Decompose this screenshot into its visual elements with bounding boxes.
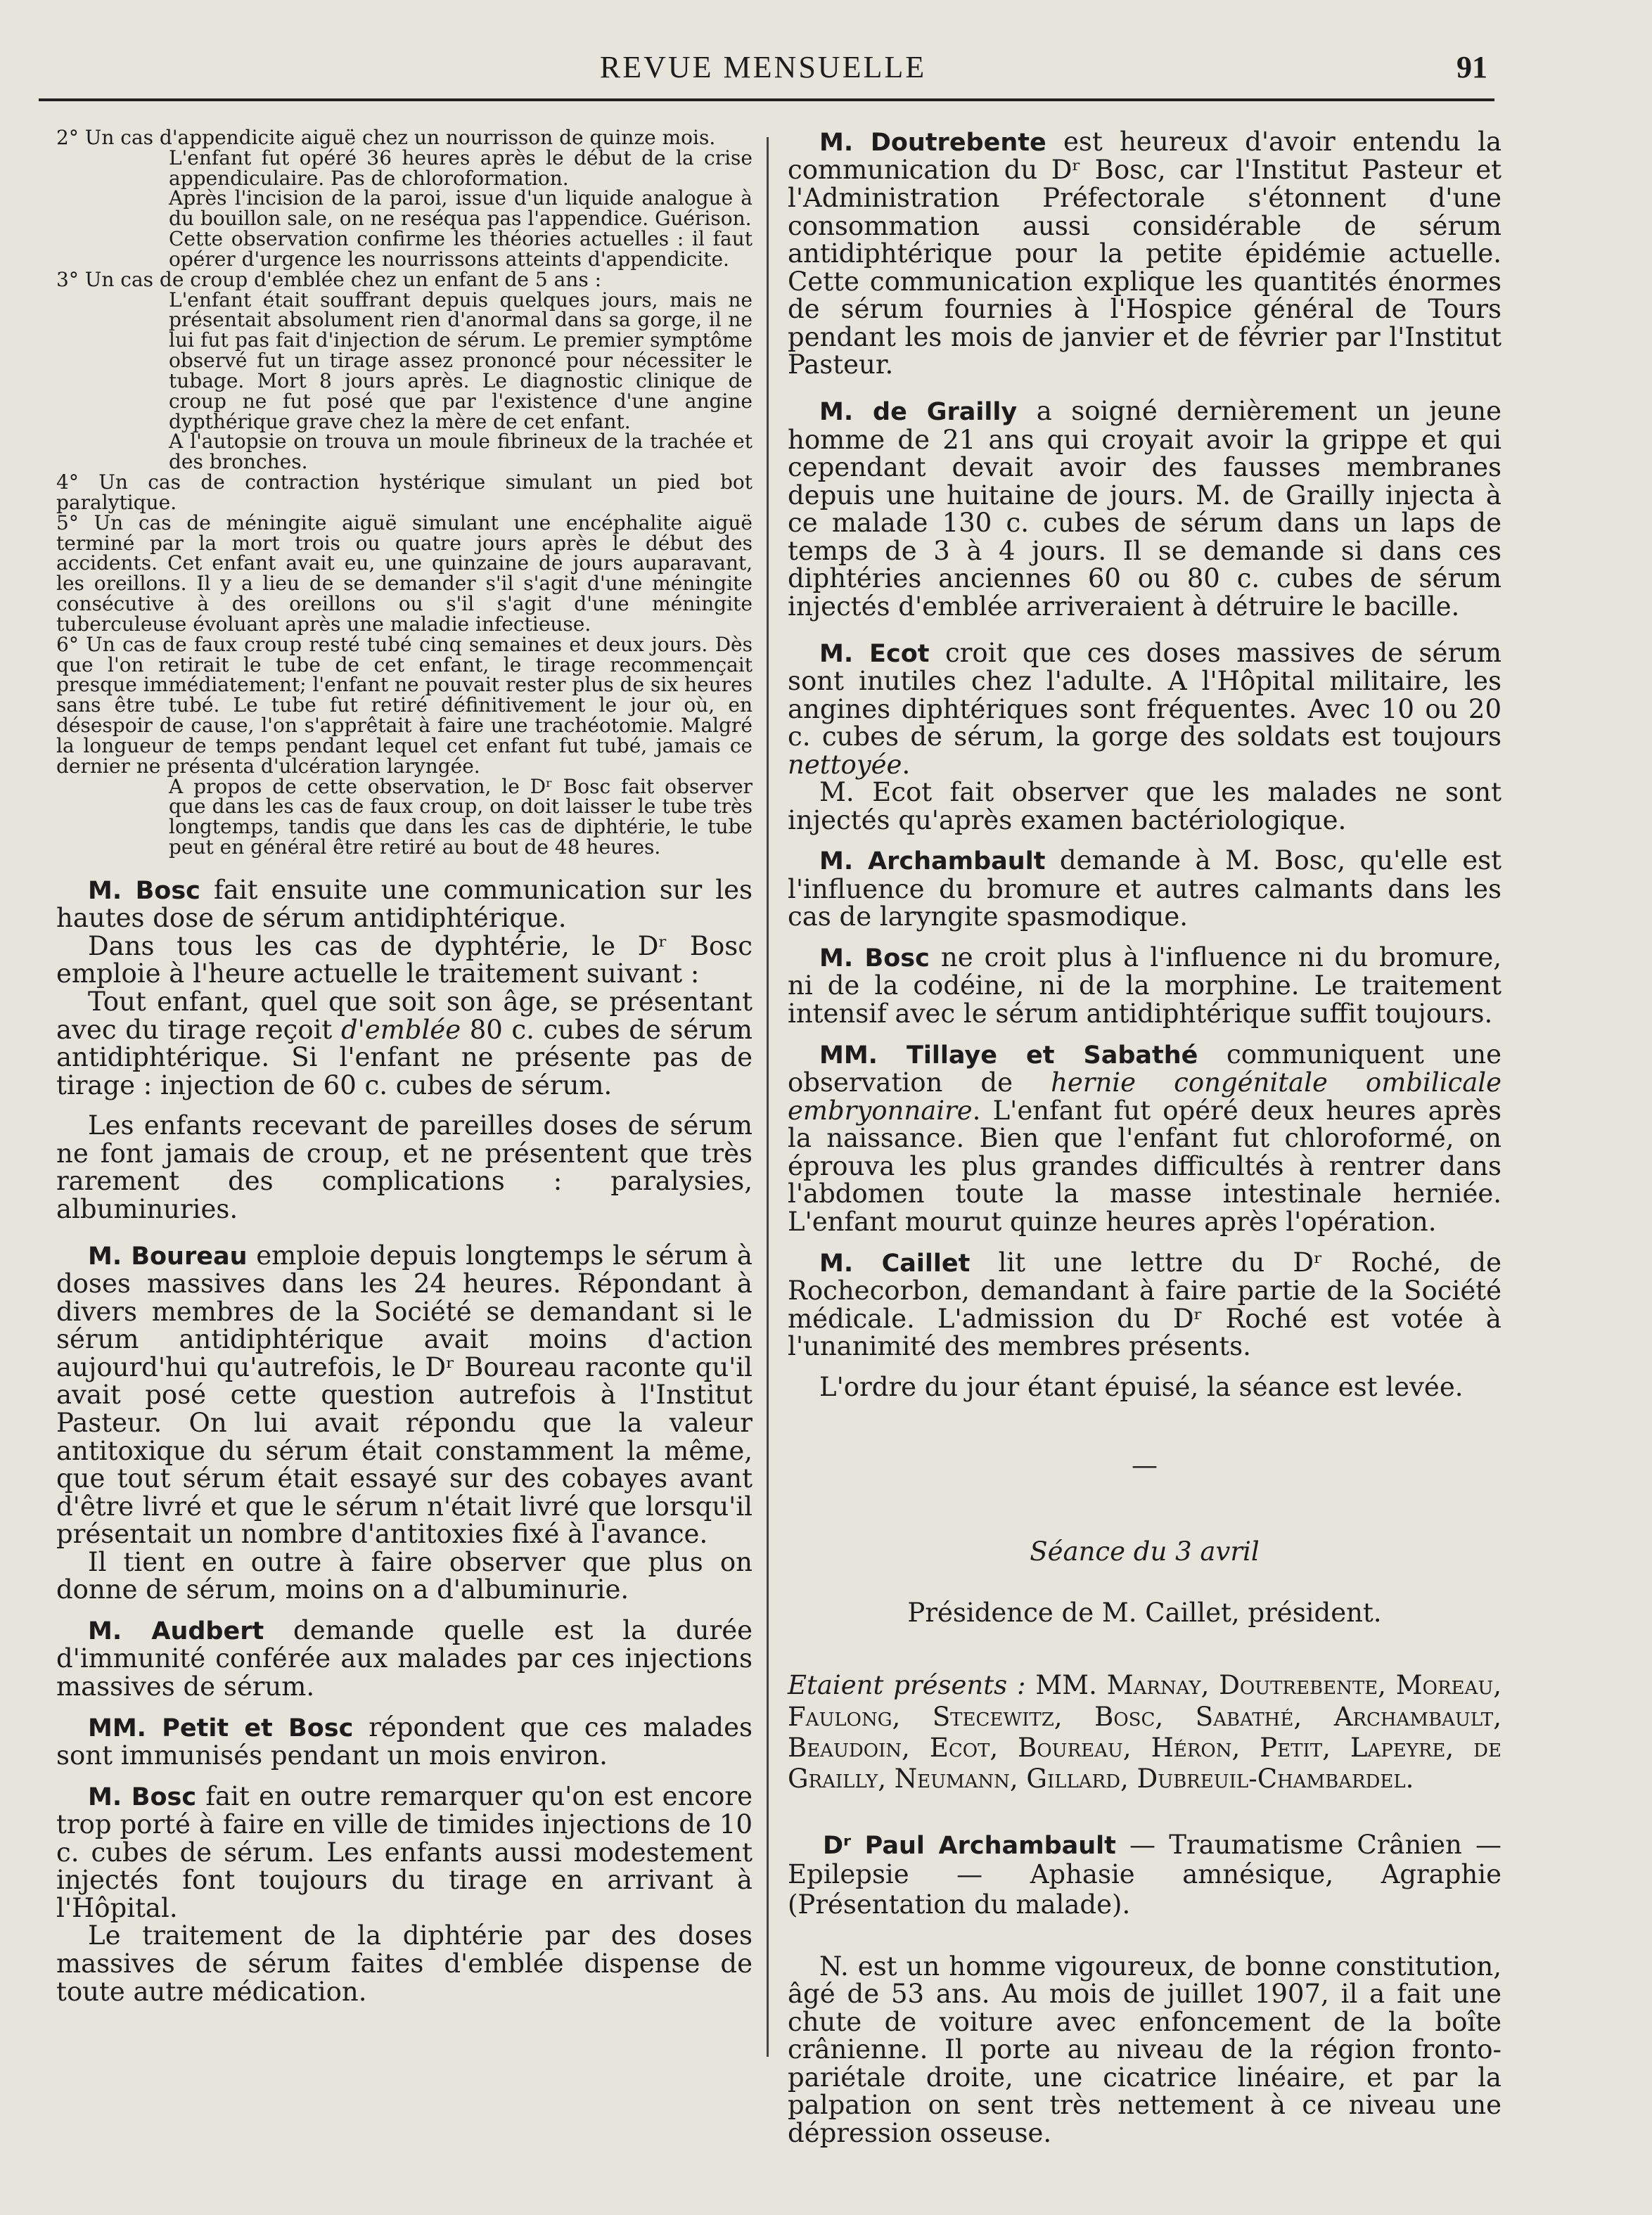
left-column [56,128,753,2005]
case-line: A propos de cette observation, le Dʳ Bosc fait observer que dans les cas de faux croup, on doit laisser le tube très longtemps, tandis que dans les cas de diphtérie, le tube peut en général être retiré au bout de 48 heures. [169,774,753,859]
attendees-names: MM. Marnay, Doutrebente, Moreau, Faulong, Stecewitz, Bosc, Sabathé, Archambault, Beaudoin, Ecot, Boureau, Héron, Petit, Lapeyre, de Grailly, Neumann, Gillard, Dubreuil-Chambardel. [788,1670,1501,1795]
speaker: M. Audbert [88,1617,264,1645]
case-title: Un cas de faux croup resté tubé cinq semaines et deux jours. Dès que l'on retirait le tube de cet enfant, le tirage recommençait presque immédiatement; l'enfant ne pouvait rester plus de six heures sans être tubé. Le tube fut retiré définitivement le jour où, en désespoir de cause, l'on s'apprêtait à faire une trachéotomie. Malgré la longueur de temps pendant lequel cet enfant fut tubé, jamais ce dernier ne présenta d'ulcération laryngée. [56,632,753,778]
case-line: L'enfant était souffrant depuis quelques jours, mais ne présentait absolument rien d'anormal dans sa gorge, il ne lui fut pas fait d'injection de sérum. Le premier symptôme observé fut un tirage assez prononcé pour nécessiter le tubage. Mort 8 jours après. Le diagnostic clinique de croup ne fut posé que par l'existence d'une angine dypthérique grave chez la mère de cet enfant. [169,288,753,433]
paragraph-text: lit une lettre du Dʳ Roché, de Rochecorbon, demandant à faire partie de la Société médicale. L'admission du Dʳ Roché est votée à l'unanimité des membres présents. [788,1247,1501,1362]
speaker: M. Caillet [819,1249,971,1278]
speaker: M. Bosc [88,876,200,905]
minutes-paragraph: M. Ecot fait observer que les malades ne sont injectés qu'après examen bactériologique. [788,777,1501,835]
case-number: 6° [56,632,79,656]
paragraph-text: emploie depuis longtemps le sérum à doses massives dans les 24 heures. Répondant à divers membres de la Société se demandant si le sérum antidiphtérique avait moins d'action aujourd'hui qu'autrefois, le Dʳ Boureau raconte qu'il avait posé cette question autrefois à l'Institut Pasteur. On lui avait répondu que la valeur antitoxique du sérum était constamment la même, que tout sérum était essayé sur des cobayes avant d'être livré et que le sérum n'était livré que lorsqu'il présentait un nombre d'antitoxies fixé à l'avance. [56,1240,753,1550]
minutes-paragraph [56,1780,753,1923]
case-line: A l'autopsie on trouva un moule fibrineux de la trachée et des bronches. [169,430,753,474]
case-line: Après l'incision de la paroi, issue d'un liquide analogue à du bouillon sale, on ne reséqua pas l'appendice. Guérison. [169,186,753,231]
case-title: Un cas de croup d'emblée chez un enfant de 5 ans : [84,267,602,291]
communication-author: Dʳ Paul Archambault [823,1831,1116,1860]
paragraph-text: 80 c. cubes de sérum antidiphtérique. Si l'enfant ne présente pas de tirage : injection de 60 c. cubes de sérum. [56,1014,753,1100]
paragraph-text: croit que ces doses massives de sérum sont inutiles chez l'adulte. A l'Hôpital militaire, les angines diphtériques sont fréquentes. Avec 10 ou 20 c. cubes de sérum, la gorge des soldats est toujours [788,637,1501,752]
right-column [788,128,1501,2147]
communication-heading [788,1830,1501,1920]
minutes-paragraph [788,847,1501,931]
minutes-paragraph: Dans tous les cas de dyphtérie, le Dʳ Bosc emploie à l'heure actuelle le traitement suivant : [56,930,753,989]
case-item [56,128,753,148]
page-number: 91 [1456,50,1487,84]
paragraph-text: demande à M. Bosc, qu'elle est l'influence du bromure et autres calmants dans les cas de laryngite spasmodique. [788,845,1501,932]
speaker: MM. Tillaye et Sabathé [819,1041,1198,1070]
paragraph-text: Tout enfant, quel que soit son âge, se présentant avec du tirage reçoit [56,986,753,1045]
case-title: Un cas de méningite aiguë simulant une encéphalite aiguë terminé par la mort trois ou quatre jours après le début des accidents. Cet enfant avait eu, une quinzaine de jours auparavant, les oreillons. Il y a lieu de se demander s'il s'agit d'une méningite consécutive à des oreillons ou s'il s'agit d'une méningite tuberculeuse évoluant après une maladie infectieuse. [56,511,753,636]
paragraph-text: a soigné dernièrement un jeune homme de 21 ans qui croyait avoir la grippe et qui cependant devait avoir des fausses membranes depuis une huitaine de jours. M. de Grailly injecta à ce malade 130 c. cubes de sérum dans un laps de temps de 3 à 4 jours. Il se demande si dans ces diphtéries anciennes 60 ou 80 c. cubes de sérum injectés d'emblée arriveraient à détruire le bacille. [788,396,1501,622]
minutes-paragraph [788,944,1501,1028]
minutes-paragraph [56,1242,753,1548]
minutes-paragraph [788,1041,1501,1236]
communication-title: — Traumatisme Crânien — Epilepsie — Aphasie amnésique, Agraphie (Présentation du malade). [788,1829,1502,1920]
case-item [56,632,753,778]
case-title: Un cas de contraction hystérique simulant un pied bot paralytique. [56,470,753,514]
speaker: M. Archambault [819,847,1046,876]
case-title: Un cas d'appendicite aiguë chez un nourrisson de quinze mois. [84,126,716,149]
paragraph-text: fait ensuite une communication sur les hautes dose de sérum antidiphtérique. [56,874,753,934]
minutes-paragraph: L'ordre du jour étant épuisé, la séance est levée. [819,1371,1464,1402]
attendees [788,1670,1501,1795]
attendees-label: Etaient présents : [788,1670,1026,1701]
column-divider [767,137,769,2057]
minutes-paragraph [56,1614,753,1702]
case-number: 5° [56,511,79,534]
emphasis: hernie congénitale ombilicale embryonnaire [788,1067,1501,1126]
minutes-paragraph [56,876,753,932]
seance-heading: Séance du 3 avril [1030,1536,1260,1567]
section-separator: — [1132,1450,1158,1481]
speaker: M. Bosc [819,944,930,973]
paragraph-text: répondent que ces malades sont immunisés pendant un mois environ. [56,1712,753,1771]
case-number: 4° [56,470,79,494]
speaker: M. de Grailly [819,398,1018,427]
minutes-paragraph [788,397,1501,620]
speaker: MM. Petit et Bosc [88,1714,354,1742]
running-title: REVUE MENSUELLE [599,50,927,84]
observation-paragraph: N. est un homme vigoureux, de bonne constitution, âgé de 53 ans. Au mois de juillet 1907, il a fait une chute de voiture avec enfoncement de la boîte crânienne. Il porte au niveau de la région fronto-pariétale droite, une cicatrice linéaire, et par la palpation on sent très nettement à ce niveau une dépression osseuse. [788,1951,1501,2148]
presidence-line: Présidence de M. Caillet, président. [907,1598,1382,1629]
paragraph-text: ne croit plus à l'influence ni du bromure, ni de la codéine, ni de la morphine. Le traitement intensif avec le sérum antidiphtérique suffit toujours. [788,942,1501,1029]
case-line: Cette observation confirme les théories actuelles : il faut opérer d'urgence les nourrissons atteints d'appendicite. [169,227,753,271]
header-rule [39,98,1494,101]
case-number: 2° [56,126,79,149]
speaker: M. Doutrebente [819,129,1046,157]
emphasis: nettoyée [788,749,902,780]
minutes-paragraph: Les enfants recevant de pareilles doses de sérum ne font jamais de croup, et ne présentent que très rarement des complications : paralysies, albuminuries. [56,1110,753,1225]
paragraph-text: fait en outre remarquer qu'on est encore trop porté à faire en ville de timides injections de 10 c. cubes de sérum. Les enfants aussi modestement injectés font toujours du tirage en arrivant à l'Hôpital. [56,1780,753,1923]
case-item [56,470,753,514]
paragraph-text: . [902,749,911,780]
minutes-paragraph [788,1249,1501,1361]
page-header [39,49,1487,98]
paragraph-text: demande quelle est la durée d'immunité conférée aux malades par ces injections massives de sérum. [56,1614,753,1702]
speaker: M. Ecot [819,639,930,668]
case-item [56,513,753,635]
speaker: M. Bosc [88,1783,197,1811]
minutes-paragraph: Il tient en outre à faire observer que plus on donne de sérum, moins on a d'albuminurie. [56,1546,753,1605]
minutes-paragraph [788,128,1501,379]
minutes-paragraph [56,1714,753,1770]
case-item [56,267,753,291]
minutes-paragraph [56,988,753,1099]
emphasis: d'emblée [340,1014,461,1045]
case-line: L'enfant fut opéré 36 heures après le début de la crise appendiculaire. Pas de chloroformation. [169,146,753,190]
minutes-paragraph [788,639,1501,779]
minutes-paragraph: Le traitement de la diphtérie par des doses massives de sérum faites d'emblée dispense de toute autre médication. [56,1920,753,2007]
speaker: M. Boureau [88,1242,248,1271]
case-number: 3° [56,267,79,291]
paragraph-text: . L'enfant fut opéré deux heures après la naissance. Bien que l'enfant fut chloroformé, on éprouva les plus grandes difficultés à rentrer dans l'abdomen toute la masse intestinale herniée. L'enfant mourut quinze heures après l'opération. [788,1095,1501,1237]
paragraph-text: communiquent une observation de [788,1039,1501,1098]
paragraph-text: est heureux d'avoir entendu la communication du Dʳ Bosc, car l'Institut Pasteur et l'Administration Préfectorale s'étonnent d'une consommation aussi considérable de sérum antidiphtérique pour la petite épidémie actuelle. Cette communication explique les quantités énormes de sérum fournies à l'Hospice général de Tours pendant les mois de janvier et de février par l'Institut Pasteur. [788,127,1502,380]
